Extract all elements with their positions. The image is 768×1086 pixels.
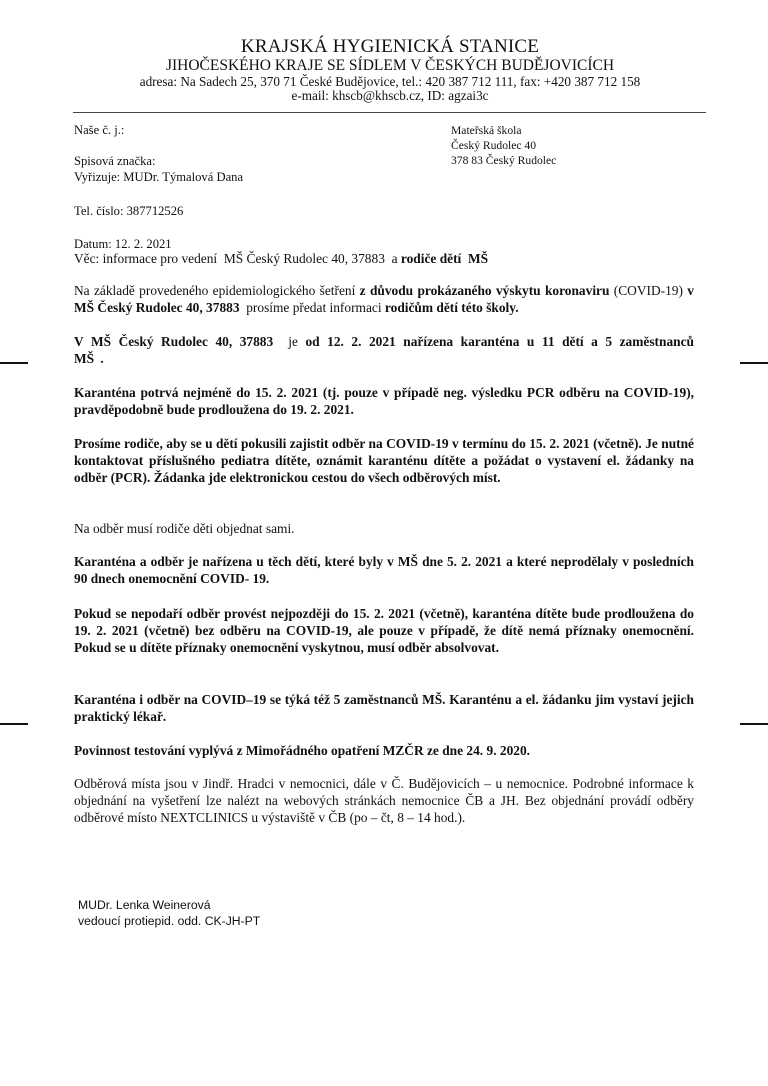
- paragraph-8: [74, 692, 694, 726]
- subject-line: [74, 251, 488, 267]
- paragraph-10: [74, 776, 694, 826]
- paragraph-4: [74, 436, 694, 486]
- p1-text-c: (COVID-19): [609, 283, 688, 298]
- p1-bold-d: v MŠ Český Rudolec 40, 37883: [74, 283, 694, 315]
- signature-block: [78, 897, 260, 929]
- signature-name: MUDr. Lenka Weinerová: [78, 898, 211, 912]
- paragraph-7: [74, 606, 694, 656]
- p2-text-b: je: [273, 334, 306, 349]
- fold-mark-left-bottom: [0, 723, 28, 725]
- letterhead: [70, 36, 710, 104]
- letterhead-contact: e-mail: khscb@khscb.cz, ID: agzai3c: [291, 88, 489, 104]
- paragraph-1: [74, 283, 694, 317]
- subject-text: Věc: informace pro vedení MŠ Český Rudolec 40, 37883 a: [74, 251, 401, 266]
- file-mark: Spisová značka:: [74, 154, 156, 168]
- recipient-address: [451, 123, 556, 168]
- letterhead-subtitle: JIHOČESKÉHO KRAJE SE SÍDLEM V ČESKÝCH BUDĚJOVICÍCH: [165, 57, 615, 75]
- p1-text-a: Na základě provedeného epidemiologického šetření: [74, 283, 360, 298]
- phone-number: Tel. číslo: 387712526: [74, 204, 184, 218]
- recipient-line-1: Mateřská škola: [451, 124, 522, 137]
- p3-bold: Karanténa potrvá nejméně do 15. 2. 2021 (tj. pouze v případě neg. výsledku PCR odběru na COVID-19), pravděpodobně bude prodloužena do 19. 2. 2021.: [74, 385, 694, 417]
- p5-text: Na odběr musí rodiče děti objednat sami.: [74, 521, 295, 536]
- our-reference: Naše č. j.:: [74, 123, 125, 137]
- p6-bold: Karanténa a odběr je nařízena u těch dětí, které byly v MŠ dne 5. 2. 2021 a které neprodělaly v posledních 90 dnech onemocnění COVID- 19.: [74, 554, 694, 586]
- fold-mark-right-top: [740, 362, 768, 364]
- signature-role: vedoucí protiepid. odd. CK-JH-PT: [78, 914, 261, 928]
- letterhead-divider: [73, 112, 706, 113]
- paragraph-2: [74, 334, 694, 368]
- p4-bold: Prosíme rodiče, aby se u dětí pokusili zajistit odběr na COVID-19 v termínu do 15. 2. 2021 (včetně). Je nutné kontaktovat příslušného pediatra dítěte, oznámit karanténu dítěte a požádat o vystavení el. žádanky na odběr (PCR). Žádanka jde elektronickou cestou do všech odběrových míst.: [74, 436, 694, 485]
- paragraph-6: [74, 554, 694, 588]
- p2-bold-c: od 12. 2. 2021 nařízena karanténa u 11 dětí a 5 zaměstnanců MŠ .: [74, 334, 694, 366]
- p7-bold: Pokud se nepodaří odběr provést nejpozději do 15. 2. 2021 (včetně), karanténa dítěte bude prodloužena do 19. 2. 2021 (včetně) bez odběru na COVID-19, ale pouze v případě, že dítě nemá příznaky onemocnění. Pokud se u dítěte příznaky onemocnění vyskytnou, musí odběr absolvovat.: [74, 606, 694, 655]
- letterhead-address: adresa: Na Sadech 25, 370 71 České Budějovice, tel.: 420 387 712 111, fax: +420 387 712 158: [139, 73, 641, 89]
- recipient-line-3: 378 83 Český Rudolec: [451, 154, 557, 167]
- fold-mark-left-top: [0, 362, 28, 364]
- handled-by: Vyřizuje: MUDr. Týmalová Dana: [74, 170, 244, 184]
- p1-text-e: prosíme předat informaci: [239, 299, 385, 315]
- subject-bold: rodiče dětí MŠ: [400, 251, 489, 266]
- paragraph-3: [74, 385, 694, 419]
- p8-bold: Karanténa i odběr na COVID–19 se týká též 5 zaměstnanců MŠ. Karanténu a el. žádanku jim vystaví jejich praktický lékař.: [74, 692, 694, 724]
- recipient-line-2: Český Rudolec 40: [451, 139, 537, 152]
- fold-mark-right-bottom: [740, 723, 768, 725]
- p1-bold-b: z důvodu prokázaného výskytu koronaviru: [359, 283, 610, 298]
- p10-text: Odběrová místa jsou v Jindř. Hradci v nemocnici, dále v Č. Budějovicích – u nemocnice. Podrobné informace k objednání na vyšetření lze nalézt na webových stránkách nemocnice ČB a JH. Bez objednání provádí odběry odběrové místo NEXTCLINICS u výstaviště v ČB (po – čt, 8 – 14 hod.).: [74, 776, 694, 825]
- letterhead-title: KRAJSKÁ HYGIENICKÁ STANICE: [240, 36, 540, 57]
- letter-date: Datum: 12. 2. 2021: [74, 237, 172, 251]
- p2-bold-a: V MŠ Český Rudolec 40, 37883: [74, 334, 274, 349]
- p9-bold: Povinnost testování vyplývá z Mimořádného opatření MZČR ze dne 24. 9. 2020.: [74, 743, 531, 758]
- paragraph-9: [74, 743, 694, 760]
- p1-bold-f: rodičům dětí této školy.: [384, 299, 519, 315]
- paragraph-5: [74, 521, 694, 538]
